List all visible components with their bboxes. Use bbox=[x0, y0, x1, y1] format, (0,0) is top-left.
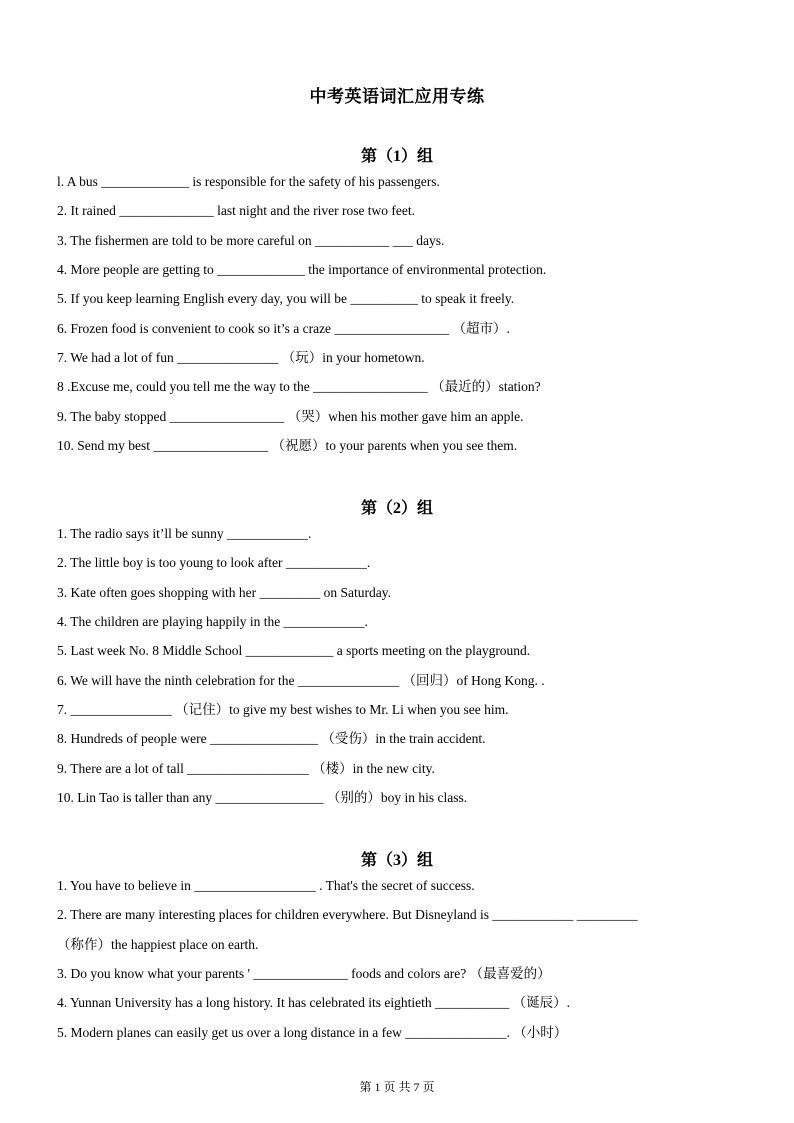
question-3-3: 3. Do you know what your parents ' ______________ foods and colors are? （最喜爱的） bbox=[57, 966, 551, 981]
group-heading-2: 第（2）组 bbox=[360, 500, 433, 517]
question-1-4: 4. More people are getting to _____________ the importance of environmental protection. bbox=[57, 262, 547, 277]
question-3-2-continued: （称作）the happiest place on earth. bbox=[57, 937, 259, 952]
question-2-9: 9. There are a lot of tall __________________ （楼）in the new city. bbox=[57, 761, 435, 776]
question-2-10: 10. Lin Tao is taller than any ________________ （别的）boy in his class. bbox=[57, 790, 468, 805]
question-1-2: 2. It rained ______________ last night and the river rose two feet. bbox=[57, 203, 416, 218]
question-1-10: 10. Send my best _________________ （祝愿）to your parents when you see them. bbox=[57, 438, 518, 453]
question-1-6: 6. Frozen food is convenient to cook so it’s a craze _________________ （超市）. bbox=[57, 321, 510, 336]
question-2-3: 3. Kate often goes shopping with her _________ on Saturday. bbox=[57, 585, 391, 600]
group-heading-1: 第（1）组 bbox=[360, 148, 433, 165]
group-heading-3: 第（3）组 bbox=[360, 852, 433, 869]
question-3-4: 4. Yunnan University has a long history. It has celebrated its eightieth ___________ （诞辰）. bbox=[57, 995, 571, 1010]
question-2-2: 2. The little boy is too young to look after ____________. bbox=[57, 555, 371, 570]
question-2-6: 6. We will have the ninth celebration for the _______________ （回归）of Hong Kong. . bbox=[57, 673, 545, 688]
page-footer: 第 1 页 共 7 页 bbox=[359, 1080, 435, 1094]
question-3-1: 1. You have to believe in __________________ . That's the secret of success. bbox=[57, 878, 475, 893]
question-3-5: 5. Modern planes can easily get us over a long distance in a few _______________. （小时） bbox=[57, 1025, 568, 1040]
question-2-7: 7. _______________ （记住）to give my best wishes to Mr. Li when you see him. bbox=[57, 702, 509, 717]
question-3-2: 2. There are many interesting places for children everywhere. But Disneyland is ____________ _________ bbox=[57, 907, 638, 922]
question-1-9: 9. The baby stopped _________________ （哭）when his mother gave him an apple. bbox=[57, 409, 524, 424]
question-1-8: 8 .Excuse me, could you tell me the way to the _________________ （最近的）station? bbox=[57, 379, 541, 394]
question-1-5: 5. If you keep learning English every day, you will be __________ to speak it freely. bbox=[57, 291, 515, 306]
question-2-5: 5. Last week No. 8 Middle School _____________ a sports meeting on the playground. bbox=[57, 643, 531, 658]
document-title: 中考英语词汇应用专练 bbox=[309, 87, 485, 106]
question-1-3: 3. The fishermen are told to be more careful on ___________ ___ days. bbox=[57, 233, 445, 248]
question-1-7: 7. We had a lot of fun _______________ （玩）in your hometown. bbox=[57, 350, 425, 365]
question-1-1: l. A bus _____________ is responsible for the safety of his passengers. bbox=[57, 174, 440, 189]
question-2-8: 8. Hundreds of people were ________________ （受伤）in the train accident. bbox=[57, 731, 486, 746]
question-2-1: 1. The radio says it’ll be sunny ____________. bbox=[57, 526, 312, 541]
question-2-4: 4. The children are playing happily in the ____________. bbox=[57, 614, 368, 629]
